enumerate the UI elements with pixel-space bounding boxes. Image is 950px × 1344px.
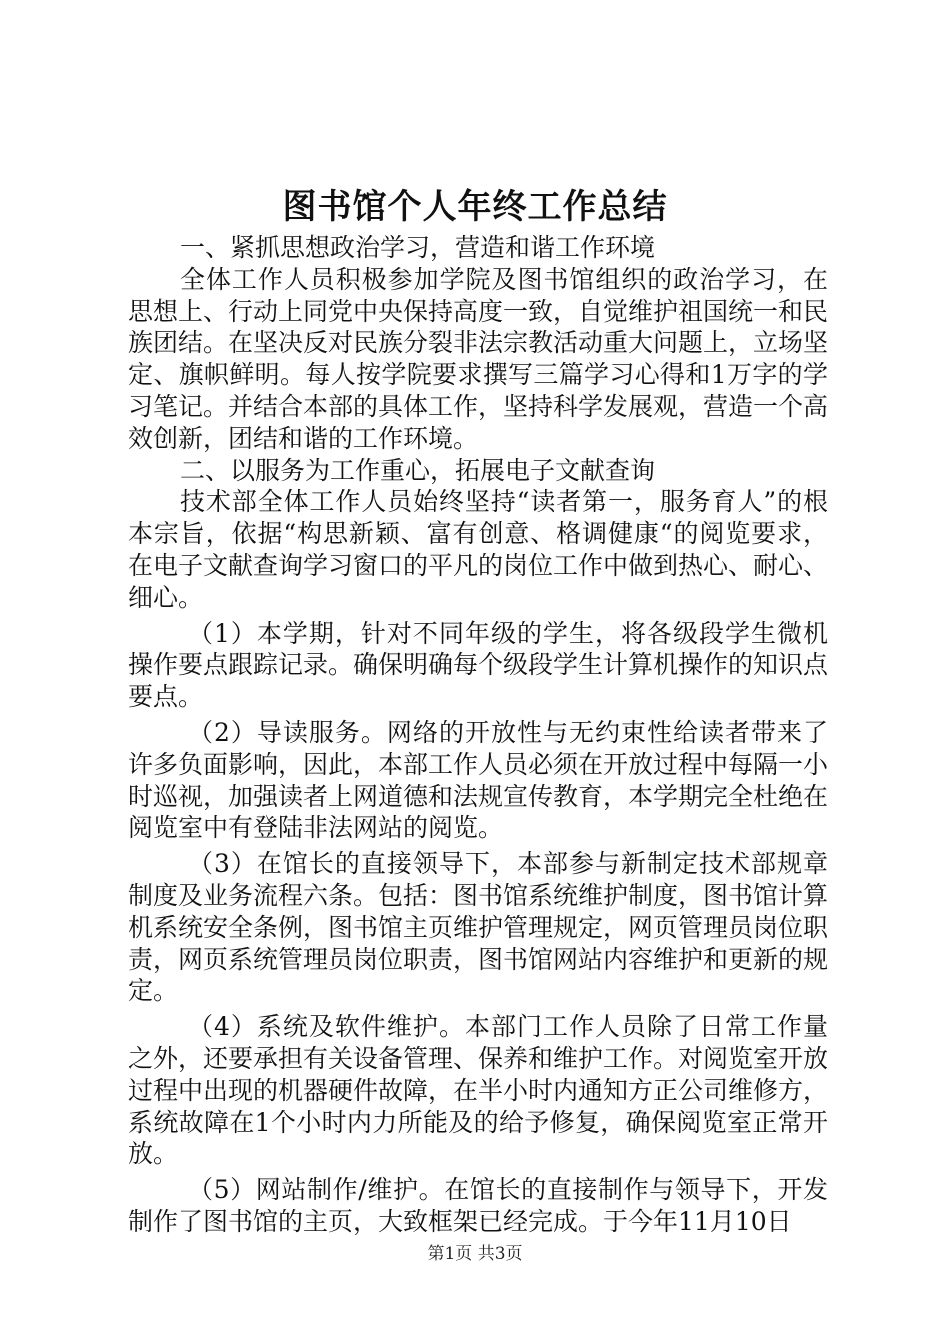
section-heading-2: 二、以服务为工作重心，拓展电子文献查询 xyxy=(180,455,656,485)
list-item-3: （3）在馆长的直接领导下，本部参与新制定技术部规章制度及业务流程六条。包括：图书馆系统维护制度，图书馆计算机系统安全条例，图书馆主页维护管理规定，网页管理员岗位职责，网页系统管理员岗位职责，图书馆网站内容维护和更新的规定。 xyxy=(128,849,829,1006)
paragraph-service-tenet: 技术部全体工作人员始终坚持“读者第一，服务育人”的根本宗旨，依据“构思新颖、富有创意、格调健康“的阅览要求，在电子文献查询学习窗口的平凡的岗位工作中做到热心、耐心、细心。 xyxy=(128,487,829,612)
list-item-2: （2）导读服务。网络的开放性与无约束性给读者带来了许多负面影响，因此，本部工作人员必须在开放过程中每隔一小时巡视，加强读者上网道德和法规宣传教育，本学期完全杜绝在阅览室中有登陆非法网站的阅览。 xyxy=(128,717,829,843)
section-heading-1: 一、紧抓思想政治学习，营造和谐工作环境 xyxy=(180,233,656,262)
document-body xyxy=(128,232,828,1238)
page-number-footer: 第1页 共3页 xyxy=(427,1244,523,1264)
paragraph-political-study: 全体工作人员积极参加学院及图书馆组织的政治学习，在思想上、行动上同党中央保持高度一致，自觉维护祖国统一和民族团结。在坚决反对民族分裂非法宗教活动重大问题上，立场坚定、旗帜鲜明。每人按学院要求撰写三篇学习心得和1万字的学习笔记。并结合本部的具体工作，坚持科学发展观，营造一个高效创新，团结和谐的工作环境。 xyxy=(128,264,829,453)
list-item-1: （1）本学期，针对不同年级的学生，将各级段学生微机操作要点跟踪记录。确保明确每个级段学生计算机操作的知识点要点。 xyxy=(128,618,829,712)
list-item-4: （4）系统及软件维护。本部门工作人员除了日常工作量之外，还要承担有关设备管理、保养和维护工作。对阅览室开放过程中出现的机器硬件故障，在半小时内通知方正公司维修方，系统故障在1个小时内力所能及的给予修复，确保阅览室正常开放。 xyxy=(128,1012,829,1169)
list-item-5: （5）网站制作/维护。在馆长的直接制作与领导下，开发制作了图书馆的主页，大致框架已经完成。于今年11月10日 xyxy=(128,1175,828,1236)
document-title: 图书馆个人年终工作总结 xyxy=(282,187,668,227)
